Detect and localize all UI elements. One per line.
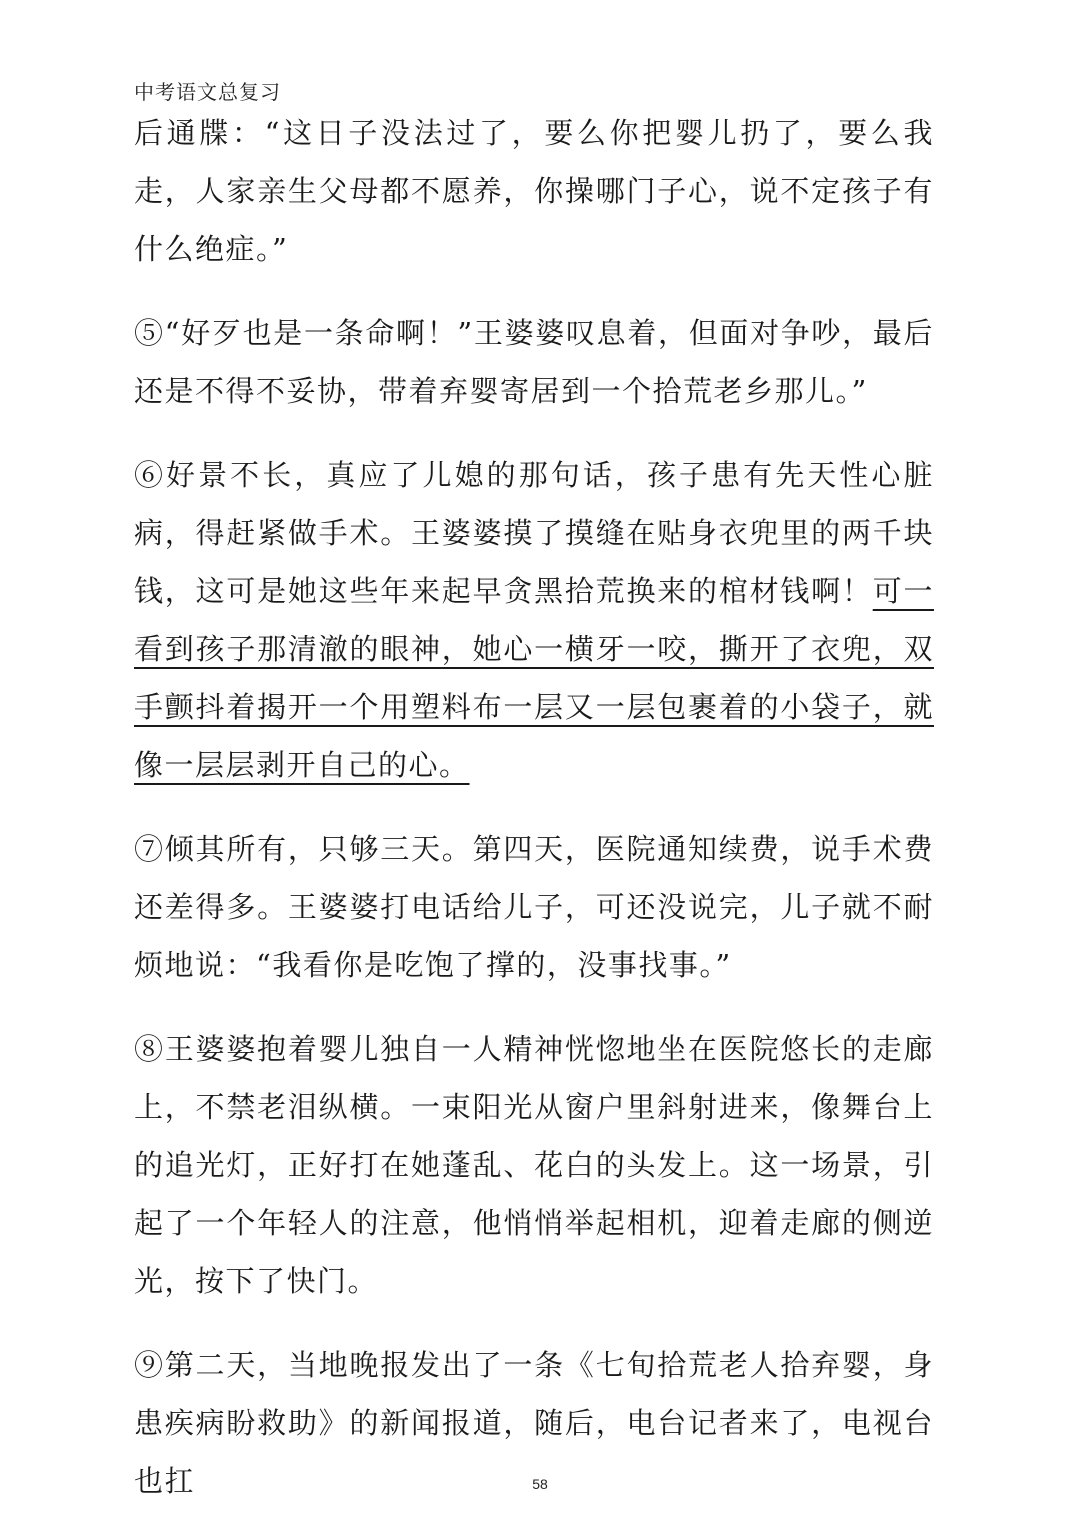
- paragraph-text: ⑦倾其所有，只够三天。第四天，医院通知续费，说手术费还差得多。王婆婆打电话给儿子，可还没说完，儿子就不耐烦地说：“我看你是吃饱了撑的，没事找事。”: [134, 832, 934, 982]
- article-body: [134, 104, 934, 1536]
- paragraph-4-continued: [134, 104, 934, 278]
- paragraph-text: ⑤“好歹也是一条命啊！”王婆婆叹息着，但面对争吵，最后还是不得不妥协，带着弃婴寄居到一个拾荒老乡那儿。”: [134, 316, 934, 408]
- paragraph-5: [134, 304, 934, 420]
- paragraph-6: [134, 446, 934, 794]
- paragraph-7: [134, 820, 934, 994]
- paragraph-text: 后通牒：“这日子没法过了，要么你把婴儿扔了，要么我走，人家亲生父母都不愿养，你操哪门子心，说不定孩子有什么绝症。”: [134, 116, 934, 266]
- page-number: 58: [532, 1476, 548, 1492]
- page-header-title: 中考语文总复习: [134, 80, 281, 104]
- paragraph-text: ⑨第二天，当地晚报发出了一条《七旬拾荒老人拾弃婴，身患疾病盼救助》的新闻报道，随后，电台记者来了，电视台也扛: [134, 1348, 934, 1498]
- paragraph-text: ⑥好景不长，真应了儿媳的那句话，孩子患有先天性心脏病，得赶紧做手术。王婆婆摸了摸缝在贴身衣兜里的两千块钱，这可是她这些年来起早贪黑拾荒换来的棺材钱啊！: [134, 458, 934, 608]
- underlined-sentence: 可一看到孩子那清澈的眼神，她心一横牙一咬，撕开了衣兜，双手颤抖着揭开一个用塑料布一层又一层包裹着的小袋子，就像一层层剥开自己的心。: [134, 574, 934, 782]
- paragraph-8: [134, 1020, 934, 1310]
- paragraph-text: ⑧王婆婆抱着婴儿独自一人精神恍惚地坐在医院悠长的走廊上，不禁老泪纵横。一束阳光从窗户里斜射进来，像舞台上的追光灯，正好打在她蓬乱、花白的头发上。这一场景，引起了一个年轻人的注意，他悄悄举起相机，迎着走廊的侧逆光，按下了快门。: [134, 1032, 934, 1298]
